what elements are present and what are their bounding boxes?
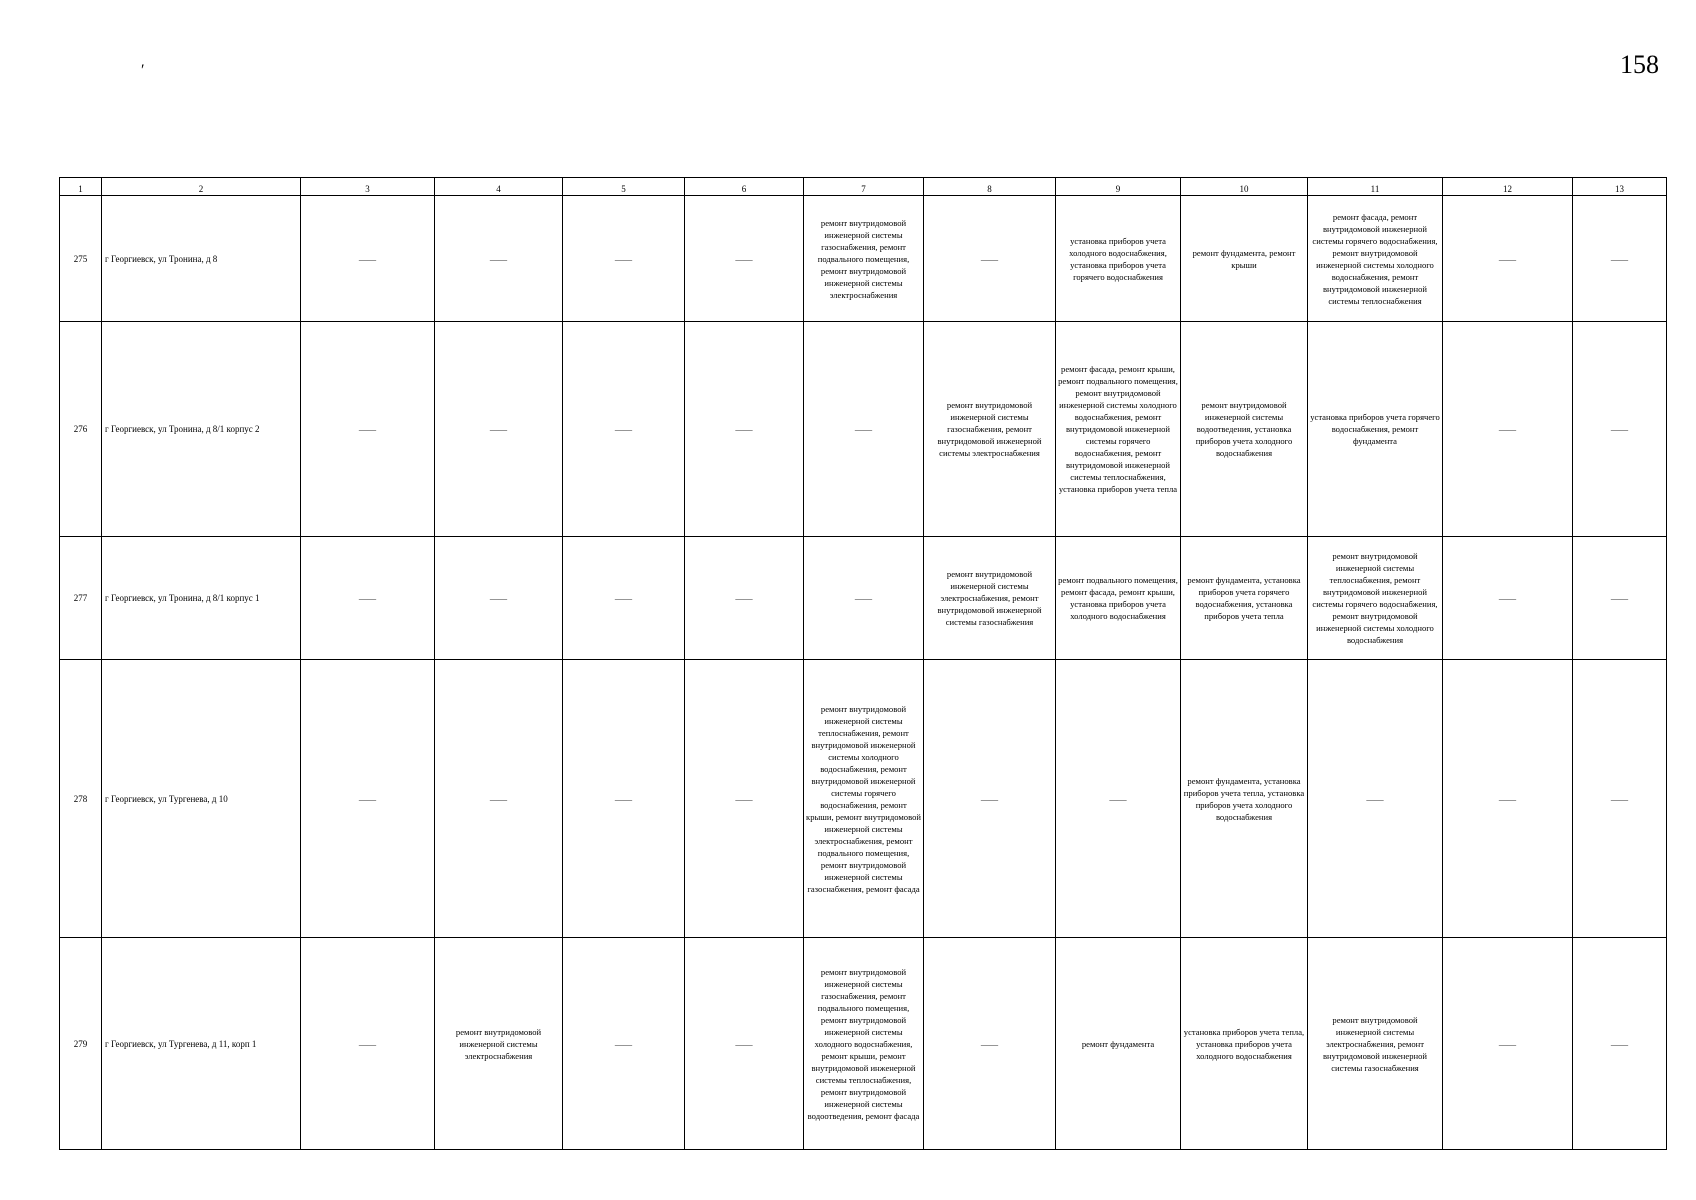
- table-cell: ——: [685, 938, 804, 1150]
- column-header: 2: [102, 178, 301, 196]
- address-cell: г Георгиевск, ул Тронина, д 8/1 корпус 2: [102, 322, 301, 537]
- table-cell: ——: [1308, 660, 1443, 938]
- table-cell: ——: [435, 660, 563, 938]
- table-cell: ——: [563, 196, 685, 322]
- table-cell: ремонт фундамента, установка приборов учета тепла, установка приборов учета холодного водоснабжения: [1181, 660, 1308, 938]
- column-header: 3: [301, 178, 435, 196]
- margin-mark: ′: [141, 62, 145, 79]
- address-cell: г Георгиевск, ул Тургенева, д 10: [102, 660, 301, 938]
- table-cell: ——: [685, 537, 804, 660]
- table-cell: ——: [1573, 938, 1667, 1150]
- table-cell: ремонт внутридомовой инженерной системы газоснабжения, ремонт внутридомовой инженерной системы электроснабжения: [924, 322, 1056, 537]
- table-cell: ——: [301, 196, 435, 322]
- row-number: 278: [60, 660, 102, 938]
- table-cell: ремонт внутридомовой инженерной системы теплоснабжения, ремонт внутридомовой инженерной системы холодного водоснабжения, ремонт внутридомовой инженерной системы горячего водоснабжения, ремонт крыши, ремонт внутридомовой инженерной системы электроснабжения, ремонт подвального помещения, ремонт внутридомовой инженерной системы газоснабжения, ремонт фасада: [804, 660, 924, 938]
- table-cell: ремонт фундамента, ремонт крыши: [1181, 196, 1308, 322]
- table-cell: ——: [1443, 537, 1573, 660]
- column-header: 7: [804, 178, 924, 196]
- table-row: [60, 660, 1667, 938]
- table-cell: ремонт внутридомовой инженерной системы электроснабжения, ремонт внутридомовой инженерной системы газоснабжения: [1308, 938, 1443, 1150]
- table-cell: ——: [804, 537, 924, 660]
- table-cell: ——: [685, 196, 804, 322]
- column-header: 6: [685, 178, 804, 196]
- table-cell: ——: [1573, 196, 1667, 322]
- table-cell: ремонт внутридомовой инженерной системы газоснабжения, ремонт подвального помещения, ремонт внутридомовой инженерной системы холодного водоснабжения, ремонт крыши, ремонт внутридомовой инженерной системы теплоснабжения, ремонт внутридомовой инженерной системы водоотведения, ремонт фасада: [804, 938, 924, 1150]
- table-cell: ——: [301, 537, 435, 660]
- table-cell: ремонт внутридомовой инженерной системы водоотведения, установка приборов учета холодного водоснабжения: [1181, 322, 1308, 537]
- column-header: 1: [60, 178, 102, 196]
- table-cell: ——: [301, 660, 435, 938]
- column-header: 11: [1308, 178, 1443, 196]
- table-cell: ремонт внутридомовой инженерной системы газоснабжения, ремонт подвального помещения, ремонт внутридомовой инженерной системы электроснабжения: [804, 196, 924, 322]
- row-number: 275: [60, 196, 102, 322]
- row-number: 279: [60, 938, 102, 1150]
- column-header: 8: [924, 178, 1056, 196]
- table-row: [60, 938, 1667, 1150]
- table-cell: ——: [1443, 322, 1573, 537]
- table-cell: ——: [301, 938, 435, 1150]
- table-cell: ——: [804, 322, 924, 537]
- table-cell: ремонт фасада, ремонт крыши, ремонт подвального помещения, ремонт внутридомовой инженерной системы холодного водоснабжения, ремонт внутридомовой инженерной системы горячего водоснабжения, ремонт внутридомовой инженерной системы теплоснабжения, установка приборов учета тепла: [1056, 322, 1181, 537]
- table-cell: ——: [1443, 938, 1573, 1150]
- table-cell: ——: [301, 322, 435, 537]
- table-cell: ——: [1443, 660, 1573, 938]
- table-cell: ремонт внутридомовой инженерной системы электроснабжения, ремонт внутридомовой инженерной системы газоснабжения: [924, 537, 1056, 660]
- page-number: 158: [1620, 50, 1659, 79]
- table-cell: ——: [563, 537, 685, 660]
- table-row: [60, 196, 1667, 322]
- address-cell: г Георгиевск, ул Тронина, д 8/1 корпус 1: [102, 537, 301, 660]
- address-cell: г Георгиевск, ул Тронина, д 8: [102, 196, 301, 322]
- column-header: 13: [1573, 178, 1667, 196]
- row-number: 276: [60, 322, 102, 537]
- table-cell: ——: [685, 322, 804, 537]
- table-cell: ——: [924, 938, 1056, 1150]
- address-cell: г Георгиевск, ул Тургенева, д 11, корп 1: [102, 938, 301, 1150]
- table-cell: ——: [563, 660, 685, 938]
- table-cell: ——: [924, 660, 1056, 938]
- table-cell: ——: [435, 196, 563, 322]
- table-cell: установка приборов учета горячего водоснабжения, ремонт фундамента: [1308, 322, 1443, 537]
- column-header: 12: [1443, 178, 1573, 196]
- table-row: [60, 537, 1667, 660]
- table-cell: установка приборов учета тепла, установка приборов учета холодного водоснабжения: [1181, 938, 1308, 1150]
- table-row: [60, 322, 1667, 537]
- column-header: 9: [1056, 178, 1181, 196]
- table-cell: ——: [1573, 537, 1667, 660]
- table-cell: ремонт внутридомовой инженерной системы теплоснабжения, ремонт внутридомовой инженерной системы горячего водоснабжения, ремонт внутридомовой инженерной системы холодного водоснабжения: [1308, 537, 1443, 660]
- table-cell: ремонт фундамента: [1056, 938, 1181, 1150]
- column-header: 10: [1181, 178, 1308, 196]
- table-cell: ——: [563, 938, 685, 1150]
- table-cell: ——: [685, 660, 804, 938]
- column-header: 4: [435, 178, 563, 196]
- column-header: 5: [563, 178, 685, 196]
- table-cell: ——: [435, 322, 563, 537]
- table-cell: установка приборов учета холодного водоснабжения, установка приборов учета горячего водоснабжения: [1056, 196, 1181, 322]
- table-cell: ——: [1573, 660, 1667, 938]
- repair-schedule-table: [59, 177, 1667, 1150]
- table-cell: ремонт подвального помещения, ремонт фасада, ремонт крыши, установка приборов учета холодного водоснабжения: [1056, 537, 1181, 660]
- table-cell: ремонт фундамента, установка приборов учета горячего водоснабжения, установка приборов учета тепла: [1181, 537, 1308, 660]
- table-cell: ——: [1573, 322, 1667, 537]
- table-cell: ——: [563, 322, 685, 537]
- table-cell: ——: [924, 196, 1056, 322]
- table-cell: ——: [1056, 660, 1181, 938]
- table-cell: ——: [1443, 196, 1573, 322]
- table-cell: ——: [435, 537, 563, 660]
- table-cell: ремонт фасада, ремонт внутридомовой инженерной системы горячего водоснабжения, ремонт внутридомовой инженерной системы холодного водоснабжения, ремонт внутридомовой инженерной системы теплоснабжения: [1308, 196, 1443, 322]
- table-cell: ремонт внутридомовой инженерной системы электроснабжения: [435, 938, 563, 1150]
- row-number: 277: [60, 537, 102, 660]
- column-number-row: [60, 178, 1667, 196]
